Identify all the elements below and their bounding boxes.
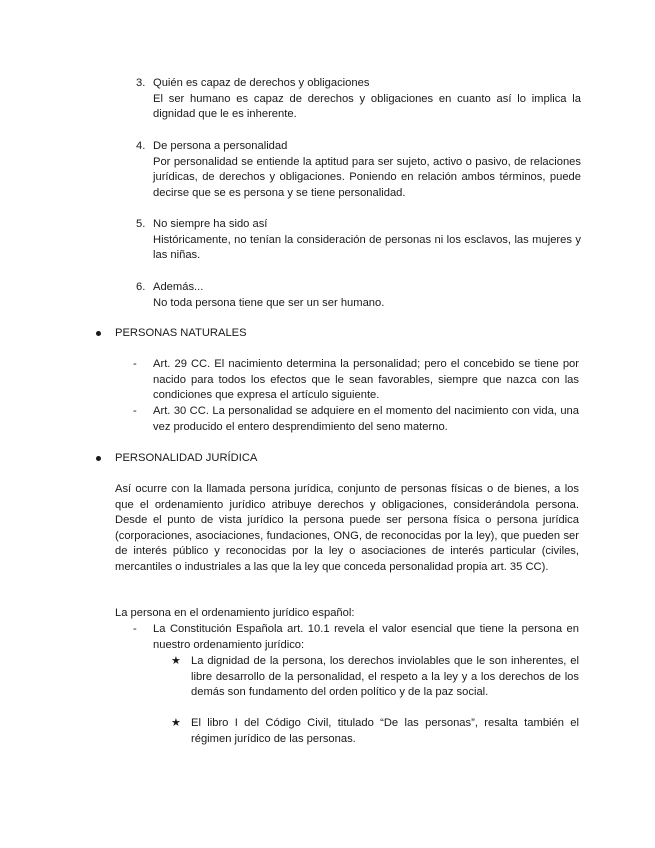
list-item <box>133 357 579 404</box>
star-icon: ★ <box>171 655 181 667</box>
item-number: 4. <box>136 140 146 152</box>
list-item-text: Art. 30 CC. La personalidad se adquiere en el momento del nacimiento con vida, una vez producido el entero desprendimiento del seno materno. <box>153 405 579 433</box>
item-title: Quién es capaz de derechos y obligaciones <box>153 77 370 89</box>
list-item-text: La Constitución Española art. 10.1 revela el valor esencial que tiene la persona en nuestro ordenamiento jurídico: <box>153 623 579 651</box>
item-text: No toda persona tiene que ser un ser humano. <box>153 296 385 309</box>
paragraph-ordenamiento-intro: La persona en el ordenamiento jurídico español: <box>115 607 355 619</box>
numbered-item <box>136 280 581 311</box>
numbered-item <box>136 139 581 201</box>
star-icon: ★ <box>171 717 181 729</box>
section-heading-label: PERSONAS NATURALES <box>115 327 247 339</box>
dash-marker: - <box>133 623 137 635</box>
section-heading-label: PERSONALIDAD JURÍDICA <box>115 452 258 464</box>
item-title: No siempre ha sido así <box>153 218 268 230</box>
paragraph-persona-juridica: Así ocurre con la llamada persona jurídica, conjunto de personas físicas o de bienes, a los que el ordenamiento jurídico atribuye derechos y obligaciones, considerándola persona. Desde el punto de vista jurídico la persona puede ser persona física o persona jurídica (corporaciones, asociaciones, fundaciones, ONG, de reconocidas por la ley), que pueden ser de interés público y reconocidas por la ley o asociaciones de interés particular (civiles, mercantiles o industriales a las que la ley que conceda personalidad propia art. 35 CC). <box>115 483 579 573</box>
item-number: 6. <box>136 281 146 293</box>
bullet-dot <box>96 331 101 336</box>
list-item <box>171 654 579 701</box>
list-item <box>133 622 579 653</box>
list-item <box>171 716 579 747</box>
bullet-dot <box>96 456 101 461</box>
numbered-item <box>136 76 581 123</box>
item-title: De persona a personalidad <box>153 140 288 152</box>
item-text: Históricamente, no tenían la consideración de personas ni los esclavos, las mujeres y las niñas. <box>153 233 581 262</box>
list-item-text: Art. 29 CC. El nacimiento determina la personalidad; pero el concebido se tiene por nacido para todos los efectos que le sean favorables, siempre que nazca con las condiciones que expresa el artículo siguiente. <box>153 358 579 402</box>
item-number: 3. <box>136 77 146 89</box>
list-item-text: La dignidad de la persona, los derechos inviolables que le son inherentes, el libre desarrollo de la personalidad, el respeto a la ley y a los derechos de los demás son fundamento del orden político y de la paz social. <box>191 655 579 699</box>
item-number: 5. <box>136 218 146 230</box>
numbered-item <box>136 217 581 264</box>
item-text: Por personalidad se entiende la aptitud para ser sujeto, activo o pasivo, de relaciones jurídicas, de derechos y obligaciones. Poniendo en relación ambos términos, puede decirse que se es persona y se tiene personalidad. <box>153 155 581 199</box>
dash-marker: - <box>133 358 137 370</box>
list-item <box>133 404 579 435</box>
dash-marker: - <box>133 405 137 417</box>
item-text: El ser humano es capaz de derechos y obligaciones en cuanto así lo implica la dignidad que le es inherente. <box>153 92 581 121</box>
item-title: Además... <box>153 281 204 293</box>
list-item-text: El libro I del Código Civil, titulado “De las personas”, resalta también el régimen jurídico de las personas. <box>191 717 579 745</box>
